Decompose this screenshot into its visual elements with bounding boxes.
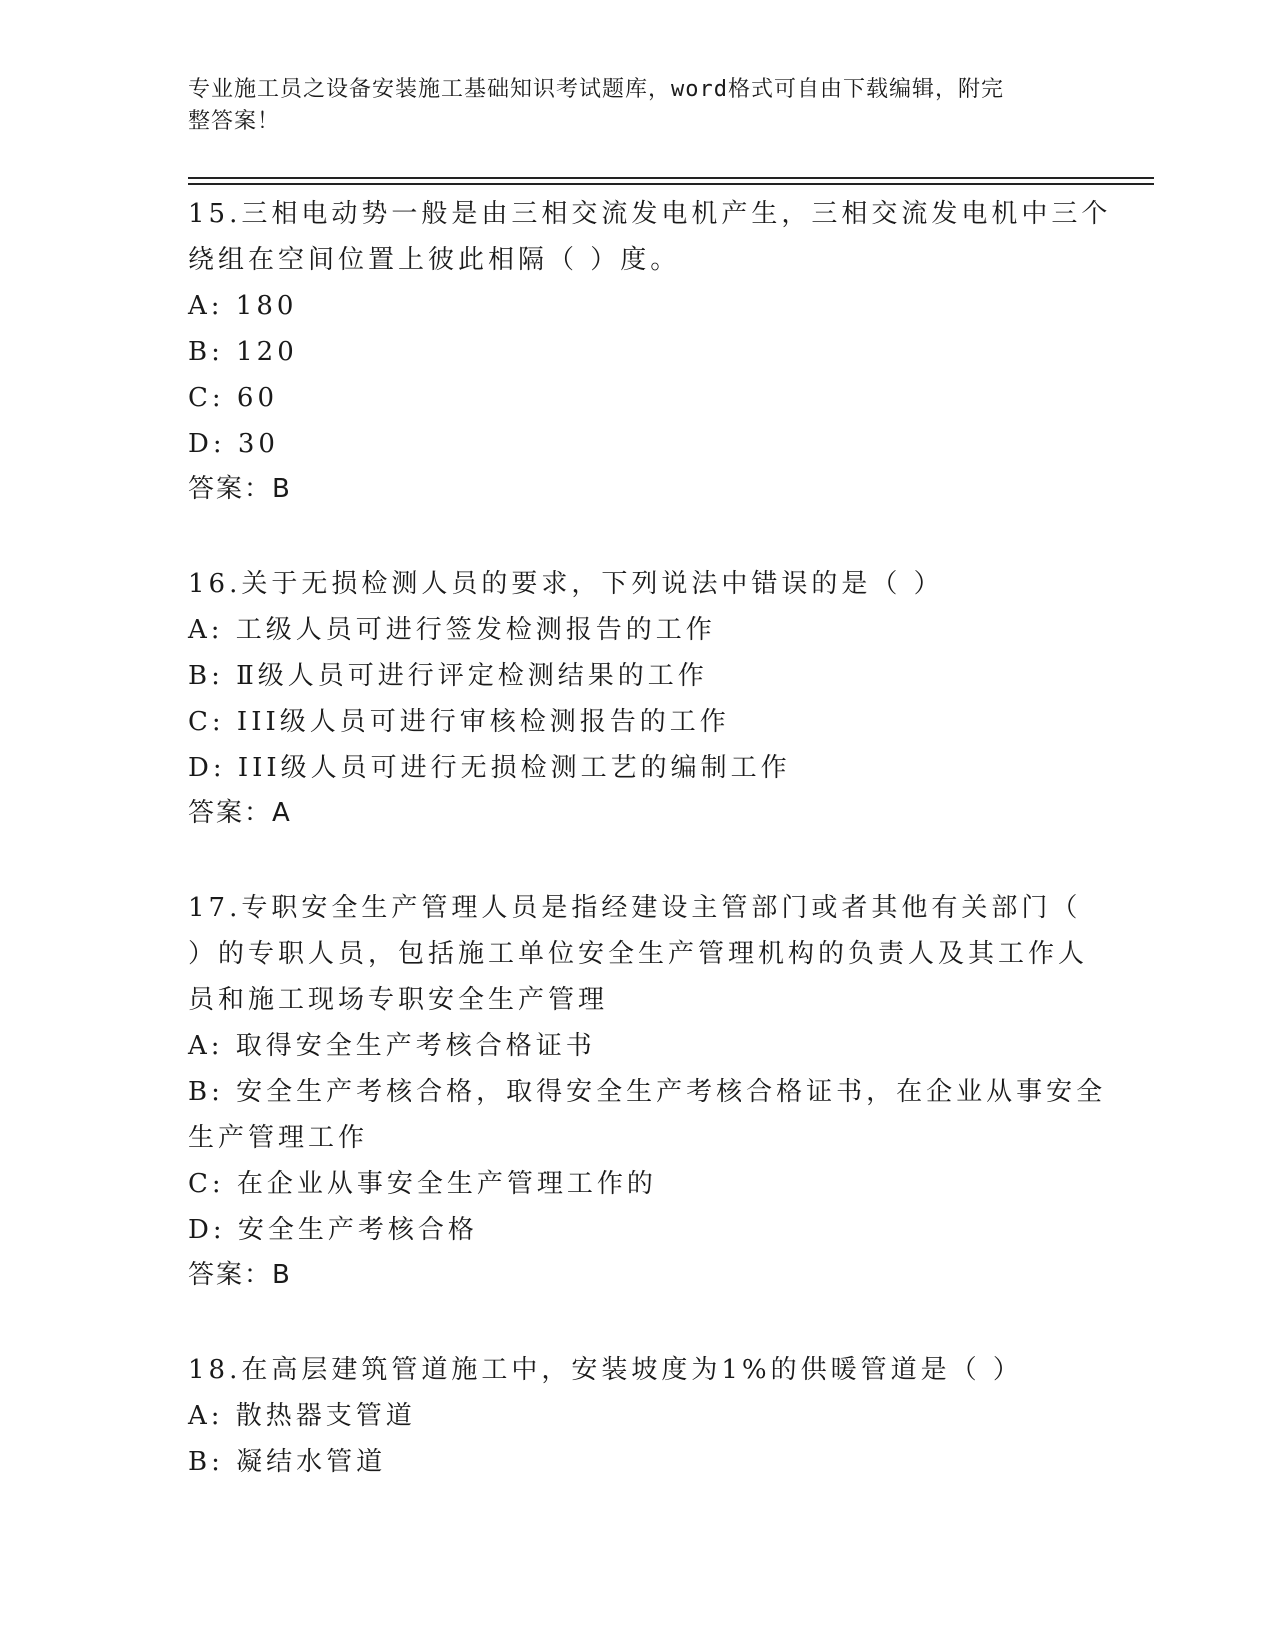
question-spacer (188, 1297, 1088, 1347)
header-divider-top (188, 177, 1154, 179)
option-b: B: Ⅱ级人员可进行评定检测结果的工作 (188, 661, 708, 691)
answer-line: 答案：B (188, 1260, 292, 1290)
question-stem: 员和施工现场专职安全生产管理 (188, 985, 609, 1015)
question-stem: 绕组在空间位置上彼此相隔（ ）度。 (188, 245, 681, 275)
question-18 (188, 1347, 1088, 1485)
option-b: B: 凝结水管道 (188, 1447, 387, 1477)
option-c: C: III级人员可进行审核检测报告的工作 (188, 707, 730, 737)
header-divider-bottom (188, 183, 1154, 185)
question-17 (188, 885, 1107, 1297)
question-stem: 15.三相电动势一般是由三相交流发电机产生，三相交流发电机中三个 (188, 199, 1112, 229)
question-stem: ）的专职人员，包括施工单位安全生产管理机构的负责人及其工作人 (188, 939, 1089, 969)
option-d: D: III级人员可进行无损检测工艺的编制工作 (188, 753, 791, 783)
header-line-2: 整答案！ (188, 109, 281, 134)
header-line-1: 专业施工员之设备安装施工基础知识考试题库，word格式可自由下载编辑，附完 (188, 77, 1004, 102)
option-a: A: 工级人员可进行签发检测报告的工作 (188, 615, 716, 645)
question-spacer (188, 511, 1088, 561)
option-d: D: 安全生产考核合格 (188, 1215, 478, 1245)
question-16 (188, 561, 1088, 835)
option-a: A: 取得安全生产考核合格证书 (188, 1031, 596, 1061)
answer-line: 答案：B (188, 474, 292, 504)
question-stem: 17.专职安全生产管理人员是指经建设主管部门或者其他有关部门（ (188, 893, 1082, 923)
question-spacer (188, 835, 1088, 885)
answer-line: 答案：A (188, 798, 292, 828)
question-stem: 16.关于无损检测人员的要求，下列说法中错误的是（ ） (188, 569, 944, 599)
option-a: A: 180 (188, 291, 298, 321)
option-b: B: 安全生产考核合格，取得安全生产考核合格证书，在企业从事安全 (188, 1077, 1107, 1107)
option-a: A: 散热器支管道 (188, 1401, 416, 1431)
option-d: D: 30 (188, 429, 279, 459)
question-list (188, 191, 1112, 1485)
option-b: B: 120 (188, 337, 298, 367)
question-stem: 18.在高层建筑管道施工中，安装坡度为1%的供暖管道是（ ） (188, 1355, 1023, 1385)
option-c: C: 在企业从事安全生产管理工作的 (188, 1169, 657, 1199)
question-15 (188, 191, 1112, 511)
document-header (188, 74, 1088, 138)
option-c: C: 60 (188, 383, 279, 413)
option-b-continued: 生产管理工作 (188, 1123, 369, 1153)
